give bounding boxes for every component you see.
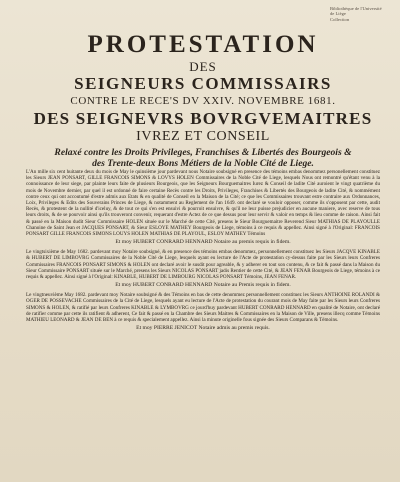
subtitle-line-1: Relaxé contre les Droits Privileges, Franchises & Libertés des Bourgeois & — [54, 147, 352, 158]
title-commissaires: SEIGNEURS COMMISSAIRS — [74, 74, 332, 93]
document-title: PROTESTATION — [87, 31, 319, 58]
title-bourguemaitres: DES SEIGNEVRS BOVRGVEMAITRES — [33, 109, 373, 128]
library-stamp — [330, 6, 392, 22]
title-reces: CONTRE LE RECE'S DV XXIV. NOVEMBRE 1681. — [70, 95, 336, 107]
stamp-line-1: Bibliothèque de l'Université — [330, 6, 382, 11]
notary-signature-1: Et moy HUBERT CONRARD HENNARD Notaire au premis requis in fidem. — [115, 239, 291, 246]
stamp-line-2: de Liège — [330, 11, 346, 17]
ratification-paragraph-2: Le vingtneuvième May 1682. pardevant moy Notaire soubsigné & des Témoins en bas de cette denommez personnellement constituez les Sieurs ANTHOINE ROLANDI & OGER DE POSSEVACHE Commissaires de la Cité de Liege, lesquels ayant eu lecture de l'Acte de protestation du courant mois de May faite par les Sieurs leurs Confreres SIMONS & HOLEN, & ratifié par leurs Confreres KINABLE & LYMBOVRG ce jourd'huy pardevant HUBERT CONRARD HENNARD en qualité de Notaire, ont declaré de ratifier comme par cette ils ratifient & adherent, Ce fait & passé en la Chambre des Sieurs Maitres & Commissaires en la Maison de Ville, presens illecq comme Témoins MATHIEU LEONARD & JEAN DE BEN à ce requis & specialement appellez. Ainsi la minute originelle fous signée des Sieurs Comparans & Témoins. — [26, 292, 380, 324]
notary-signature-2: Et moy HUBERT CONRARD HENNARD Notaire au Premis requis in fidem. — [115, 282, 291, 289]
title-conseil: IVREZ ET CONSEIL — [136, 129, 270, 144]
notary-signature-3: Et moy PIERRE JENICOT Notaire admis au premis requis. — [136, 325, 270, 332]
protestation-paragraph: L'An mille six cent huitante deux du mois de May le quinsième jour pardevant nous Notaire soubsigné en presence des témoins embas denommez personellement constituez les Sieurs JEAN PONSART, GILLE FRANCOIS SIMONS & LOVYS HOLEN Commissaires de la Noble Cité de Liege, lesquels Nous ont remontré qu'étant venu à la connoissance de leur siege, par plainte leurs faite de plusieurs Bourgeois, que les Seigneurs Bourguemaitres Iurez & Conseil de ladite Cité auroient le vingt quatrième du mois de Novembre dernier, par quel il est ordonné de faire certaine Recès contre les Droits, Privileges, Franchises & Libertés des Bourgeois de ladite Cité, & nommément contre ceux qui ont accoutumé d'estre admis aux Etats & en qualité de Conseil en la Maison de la Cité; ce que les Commissaires trouvant estre contraire aux Ordonnances, Loix, Privileges & Edits des Souverains Princes de Liege, & notamment au Reglement de l'an 1649. ont declaré se vouloir opposer, comme ils s'opposent par cette, audit Recès, & protestent de la nullité d'iceluy, & de tout ce qui s'en est ensuivi & pourroit ensuivre, & qu'il ne leur puisse prejudicier en aucune maniere, avec reserve de tous leurs droits, & de se pourvoir ainsi qu'ils trouveront convenir, requerant d'estre Actez de ce que dessus pour leur servir & valoir en temps & lieu comme de raison. Ainsi fait & passé en la Maison dudit Sieur Commissaire HOLEN située sur le Marché de cette Cité, presens le Sieur Bourguemaitre Reverend Sieur MATHIAS DE PLAYOULLE Chanoine de Saint Jean et JACQUES PONSART, & Sieur ESLOYE MATHEY Bourgeois de Liege, témoins à ce requis & appellez. Ainsi signé à l'Original: FRANCOIS PONSART GILLE FRANCOIS SIMONS LOUYS HOLEN MATHIAS DE PLAYOUL, ESLOY MATHEY Témoins — [26, 169, 380, 238]
title-des: DES — [189, 59, 217, 74]
stamp-line-3: Collection — [330, 16, 350, 22]
subtitle-line-2: des Trente-deux Bons Métiers de la Noble Cité de Liege. — [92, 158, 314, 169]
ratification-paragraph-1: Le vingtsixième de May 1682. pardevant moy Notaire soubsigné, & en presence des témoins embas denommez, personnellement constituez les Sieurs JACQVE KINABLE & HUBERT DE LIMBOVRG Commissaires de la Noble Cité de Liege, lesquels ayant eu lecture de l'Acte de protestation cy-dessus faite par les Sieurs leurs Confreres Commissaires FRANCOIS PONSART SIMONS & HOLEN ont declaré avoir le susdit pour agreable, & y adherer en tout son contenu, & ce fait & passé dans la Maison du Sieur Commissaire PONSART située sur le Marché, presens les Sieurs NICOLAS PONSART jadis Rentier de cette Cité, & JEAN FENAR Bourgeois de Liege, témoins à ce requis & appellez. Ainsi signé à l'Original: KINABLE, HUBERT DE LIMBOURG NICOLAS PONSART Témoins, JEAN FENAR. — [26, 249, 380, 281]
